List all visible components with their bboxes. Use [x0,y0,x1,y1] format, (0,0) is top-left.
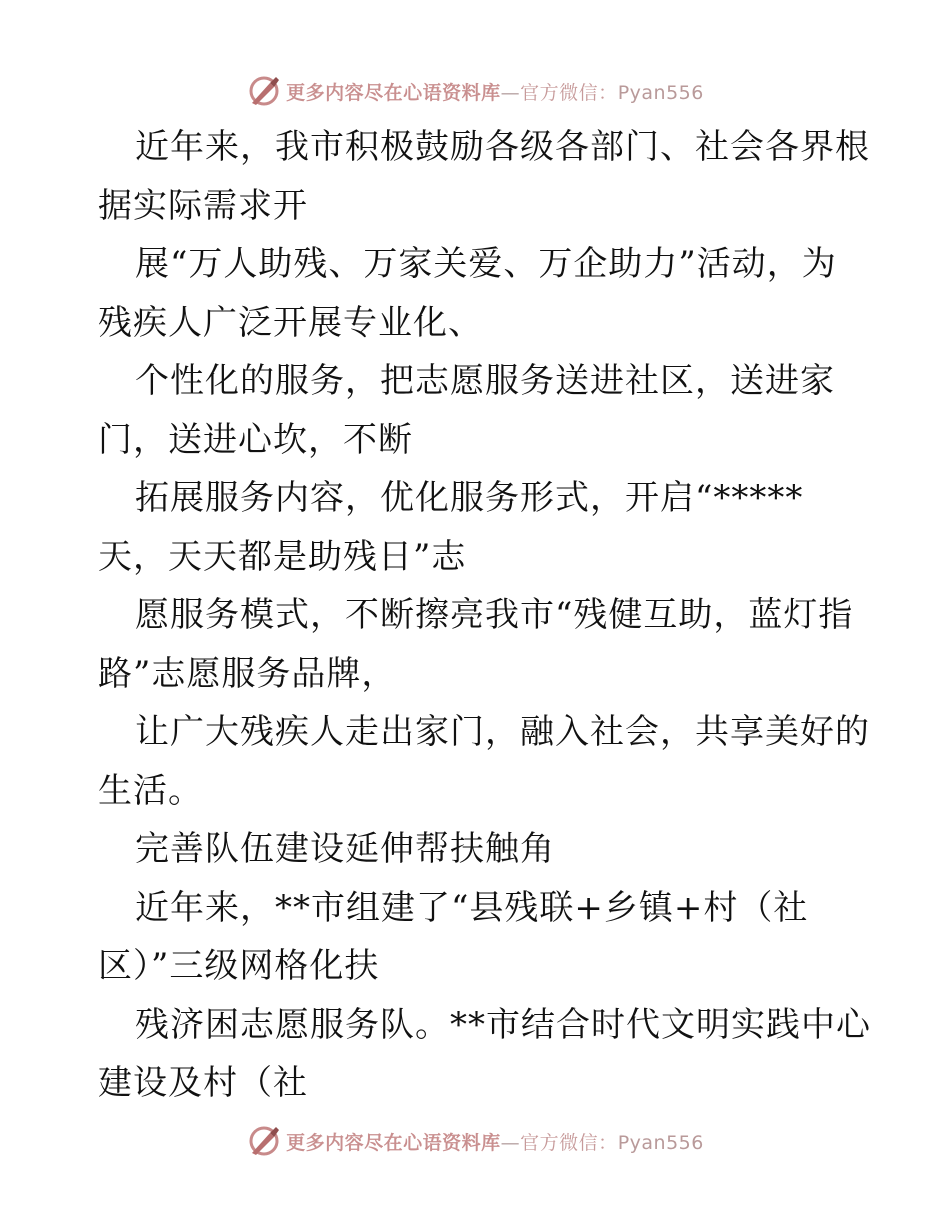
text-line: 区）”三级网格化扶 [98,946,380,986]
text-line: 展“万人助残、万家关爱、万企助力”活动，为 [135,244,837,284]
text-line: 拓展服务内容，优化服务形式，开启“***** [135,478,804,518]
text-line: 据实际需求开 [98,185,308,226]
text-line: 近年来，**市组建了“县残联+乡镇+村（社 [135,887,809,928]
watermark-label: 官方微信： [520,1131,618,1154]
header-watermark [0,71,950,111]
text-line: 残济困志愿服务队。**市结合时代文明实践中心 [135,1004,871,1045]
text-line: 门，送进心坎，不断 [98,419,413,460]
watermark-id: Pyan556 [617,81,704,104]
pen-logo-icon [246,1123,282,1159]
text-line: 生活。 [98,770,203,811]
watermark-main-text: 更多内容尽在心语资料库 [286,81,501,104]
text-line: 天，天天都是助残日”志 [98,536,467,577]
document-body [98,118,871,1113]
pen-logo-icon [246,73,282,109]
text-line: 近年来，我市积极鼓励各级各部门、社会各界根 [135,127,870,167]
watermark-label: 官方微信： [520,81,618,104]
section-heading: 完善队伍建设延伸帮扶触角 [135,829,555,869]
text-line: 残疾人广泛开展专业化、 [98,302,483,343]
text-line: 让广大残疾人走出家门，融入社会，共享美好的 [135,712,870,752]
watermark-text [286,78,704,105]
watermark-text [286,1128,704,1155]
watermark-separator: — [500,1131,521,1154]
text-line: 建设及村（社 [98,1063,308,1103]
text-line: 个性化的服务，把志愿服务送进社区，送进家 [135,361,835,401]
text-line: 愿服务模式，不断擦亮我市“残健互助，蓝灯指 [135,595,854,635]
footer-watermark [0,1121,950,1161]
watermark-main-text: 更多内容尽在心语资料库 [286,1131,501,1154]
watermark-id: Pyan556 [617,1131,704,1154]
text-line: 路”志愿服务品牌， [98,653,397,694]
watermark-separator: — [500,81,521,104]
